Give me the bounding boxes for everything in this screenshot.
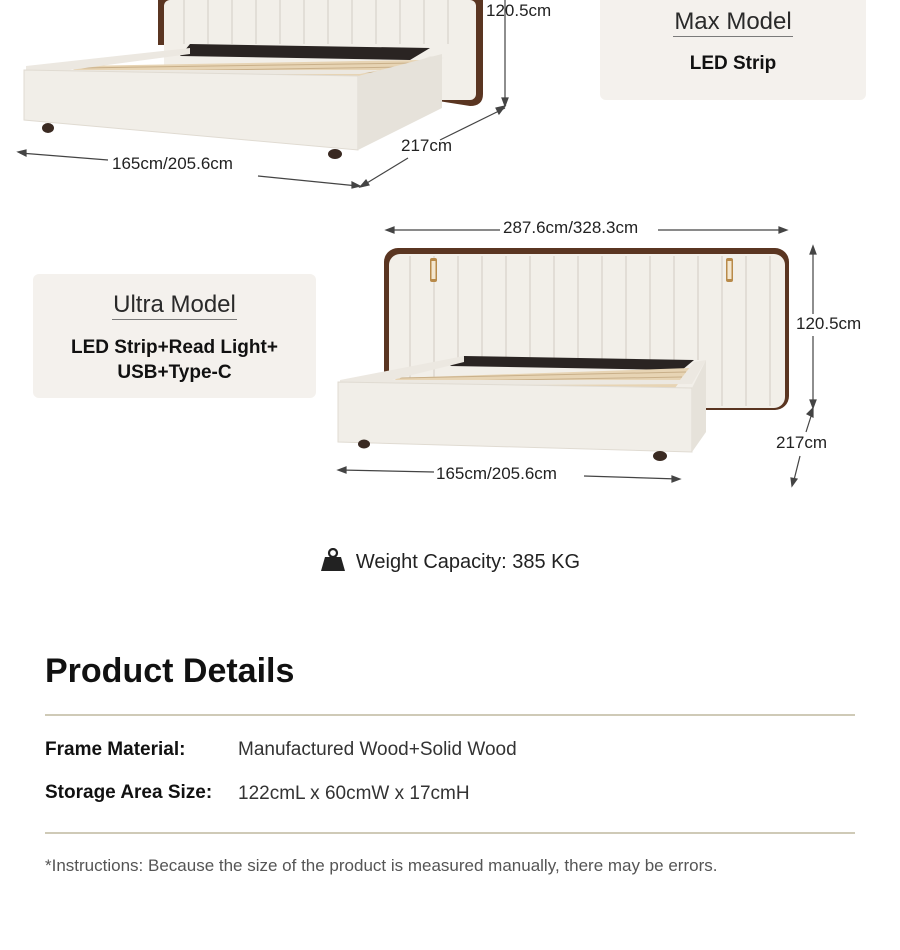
measurement-note: *Instructions: Because the size of the product is measured manually, there may be errors.	[45, 856, 718, 875]
max-height-label: 120.5cm	[486, 1, 552, 20]
weight-icon	[320, 548, 346, 572]
frame-material-label: Frame Material:	[45, 739, 186, 760]
storage-area-size-label: Storage Area Size:	[45, 782, 213, 803]
ultra-model-feature-1: LED Strip+Read Light+	[71, 337, 278, 358]
details-top-divider	[45, 714, 855, 716]
storage-area-size-value: 122cmL x 60cmW x 17cmH	[238, 783, 470, 804]
product-details-title: Product Details	[45, 652, 295, 690]
weight-capacity-text: Weight Capacity: 385 KG	[355, 551, 581, 573]
max-model-name: Max Model	[674, 8, 792, 35]
ultra-model-card	[33, 274, 316, 398]
ultra-depth-label: 217cm	[776, 433, 828, 452]
max-model-card	[600, 0, 866, 100]
ultra-width-label: 165cm/205.6cm	[436, 464, 557, 483]
ultra-model-feature-2: USB+Type-C	[117, 362, 232, 383]
ultra-height-label: 120.5cm	[796, 314, 862, 333]
ultra-model-name: Ultra Model	[113, 291, 236, 318]
ultra-model-bed-illustration	[330, 210, 880, 500]
frame-material-value: Manufactured Wood+Solid Wood	[238, 739, 517, 760]
details-bottom-divider	[45, 832, 855, 834]
ultra-total-width-label: 287.6cm/328.3cm	[503, 218, 639, 237]
max-width-label: 165cm/205.6cm	[112, 154, 233, 173]
max-model-bed-illustration	[0, 0, 560, 200]
weight-capacity	[0, 548, 900, 574]
max-depth-label: 217cm	[401, 136, 453, 155]
max-model-feature: LED Strip	[689, 53, 777, 74]
